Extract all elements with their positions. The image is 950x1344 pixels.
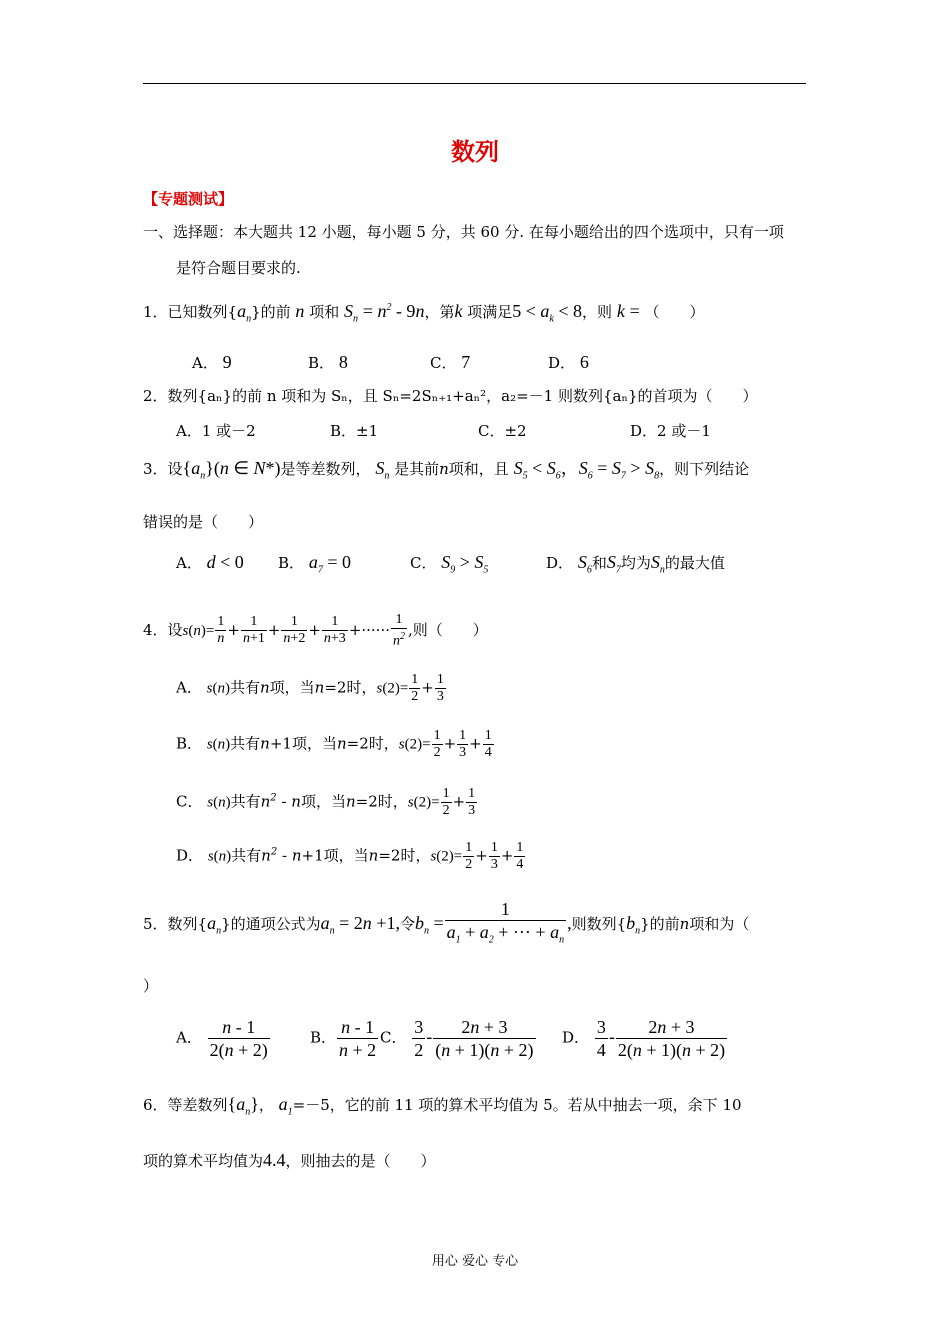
page-footer: 用心 爱心 专心 [431, 1254, 519, 1269]
q5-option-d: D． $\frac{3}{4}$ - $\frac{2n + 3}{2(n + 1)(n + 2)}$ [562, 1017, 726, 1060]
question-5: 5．数列$\{a_n\}$的通项公式为$a_n = 2n +1$,令$b_n$ = $\frac{1}{a_1 + a_2 + \cdot\cdot\cdot + a_n}$ ,则数列$\{b_n\}$的前n项和为（ [143, 899, 750, 946]
section-heading: 【专题测试】 [143, 190, 234, 208]
question-6: 6．等差数列$\{a_n\}$， $a_1=-5$，它的前 11 项的算术平均值为 5。若从中抽去一项，余下 10 [143, 1094, 742, 1118]
question-6-line2: 项的算术平均值为4.4，则抽去的是（ ） [143, 1150, 436, 1170]
header-rule [143, 83, 806, 84]
q1-option-b: B． 8 [308, 352, 348, 372]
q4-option-c: C． s(n)共有$n^2$ - n项，当n=2时，s(2)= $\frac{1}{2}$ + $\frac{1}{3}$ [176, 786, 476, 818]
q5-option-a: A． $\frac{n - 1}{2(n + 2)}$ [176, 1017, 268, 1060]
q3-option-a: A． d < 0 [176, 552, 244, 572]
q3-option-c: C． $S_9 > S_5$ [410, 552, 489, 576]
part1-instructions-line2: 是符合题目要求的. [176, 259, 301, 277]
q1-option-d: D． 6 [548, 352, 589, 372]
q3-option-b: B． $a_7 = 0$ [278, 552, 351, 576]
q2-option-a: A．1 或－2 [176, 422, 256, 440]
q2-option-c: C．±2 [478, 422, 527, 440]
q1-option-a: A． 9 [192, 352, 232, 372]
page-title: 数列 [451, 138, 499, 166]
question-3: 3．设$\{a_n\}(n$ ∈ N*)是等差数列， $S_n$ 是其前n项和，且 $S_5 < S_6$，$S_6 = S_7 > S_8$，则下列结论 [143, 458, 750, 482]
q5-option-c: C． $\frac{3}{2}$ - $\frac{2n + 3}{(n + 1)(n + 2)}$ [380, 1017, 534, 1060]
q4-option-b: B． s(n)共有n+1项，当n=2时，s(2)= $\frac{1}{2}$ + $\frac{1}{3}$ + $\frac{1}{4}$ [176, 728, 492, 760]
q4-option-d: D． s(n)共有$n^2 - n+1$项，当n=2时，s(2)= $\frac{1}{2}$ + $\frac{1}{3}$ + $\frac{1}{4}$ [176, 840, 524, 872]
q5-option-b: B． $\frac{n - 1}{n + 2}$ [310, 1017, 377, 1060]
q2-option-d: D．2 或－1 [630, 422, 711, 440]
q3-option-d: D． $S_6$和$S_7$均为$S_n$的最大值 [546, 552, 725, 576]
question-5-close: ） [143, 977, 159, 995]
question-2: 2．数列{aₙ}的前 n 项和为 Sₙ，且 Sₙ=2Sₙ₊₁+aₙ²，a₂=－1 则数列{aₙ}的首项为（ ） [143, 387, 758, 405]
part1-instructions-line1: 一、选择题：本大题共 12 小题，每小题 5 分，共 60 分. 在每小题给出的四个选项中，只有一项 [143, 223, 784, 241]
question-3-line2: 错误的是（ ） [143, 513, 264, 531]
q2-option-b: B．±1 [330, 422, 379, 440]
question-1: 1．已知数列$\{a_n\}$的前 n 项和 $S_n = n^2 - 9n$，第k 项满足$5 < a_k < 8$，则 k = （ ） [143, 301, 705, 325]
q4-option-a: A． s(n)共有n项，当n=2时，s(2)= $\frac{1}{2}$ + $\frac{1}{3}$ [176, 672, 444, 704]
q1-option-c: C． 7 [430, 352, 471, 372]
question-4: 4．设s(n)= $\frac{1}{n}$ + $\frac{1}{n+1}$ + $\frac{1}{n+2}$ + $\frac{1}{n+3}$ +······ $\frac{1}{n^2}$ ,则（ ） [143, 612, 488, 649]
